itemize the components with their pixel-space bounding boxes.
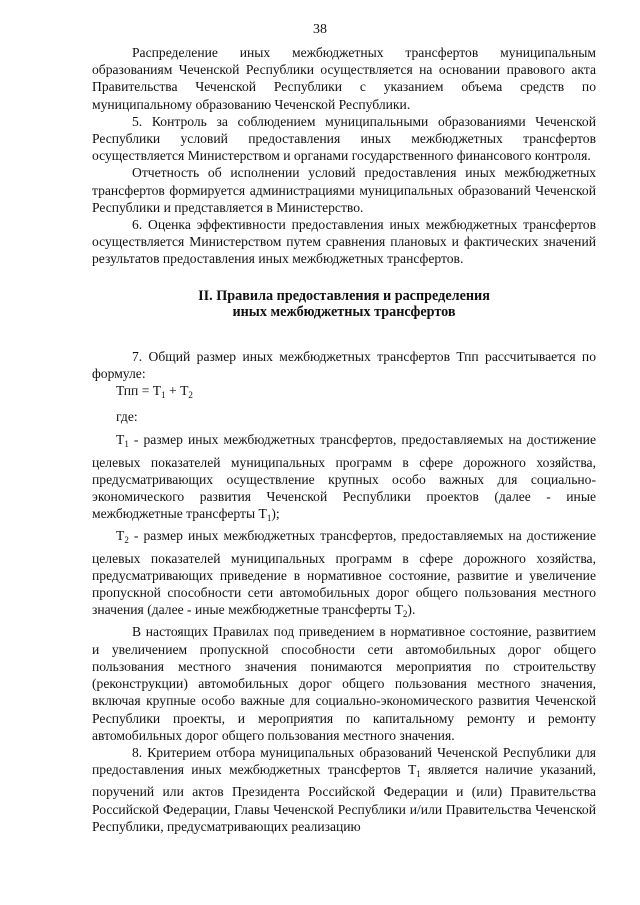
page-number: 38 [313,22,327,37]
t1-text: - размер иных межбюджетных трансфертов, предоставляемых на достижение целевых показателей муниципальных программ в сфере дорожного хозяйства, предусматривающих осуществление крупных особо важных для социально-экономического развития Чеченской Республики проектов (далее - иные межбюджетные трансферты Т [92,432,596,522]
p8-end: является наличие указаний, поручений или актов Президента Российской Федерации и (или) Правительства Российской Федерации, Главы Чеченской Республики и/или Правительства Чеченской Республики, предусматривающих реализацию [92,762,596,834]
t1-end-sub: 1 [266,513,272,524]
formula-plus: + Т [165,383,189,399]
paragraph-8-criterion [92,744,596,835]
paragraph-7-formula-intro: 7. Общий размер иных межбюджетных трансфертов Тпп рассчитывается по формуле: [92,348,596,381]
formula-sub2: 2 [188,390,193,401]
t2-sub: 2 [124,535,129,546]
paragraph-6-evaluation: 6. Оценка эффективности предоставления иных межбюджетных трансфертов осуществляется Министерством путем сравнения плановых и фактических значений результатов предоставления иных межбюджетных трансфертов. [92,217,596,267]
formula-sub1: 1 [161,390,166,401]
t1-sub: 1 [124,439,129,450]
section-heading [92,288,596,320]
t1-symbol: Т [116,432,125,448]
paragraph-t2-definition [92,527,596,623]
formula-where: где: [116,409,138,425]
formula [116,382,596,404]
paragraph-definition: В настоящих Правилах под приведением в нормативное состояние, развитием и увеличением пропускной способности сети автомобильных дорог общего пользования местного значения понимаются мероприятия по строительству (реконструкции) автомобильных дорог общего пользования местного значения, включая крупные особо важные для социально-экономического развития Чеченской Республики проекты, и мероприятия по капитальному ремонту и ремонту автомобильных дорог общего пользования местного значения. [92,624,596,743]
t2-end: ). [407,602,416,618]
paragraph-5-control: 5. Контроль за соблюдением муниципальными образованиями Чеченской Республики условий предоставления иных межбюджетных трансфертов осуществляется Министерством и органами государственного финансового контроля. [92,113,596,164]
section-heading-line2: иных межбюджетных трансфертов [232,303,456,320]
t1-end: ); [271,506,280,522]
section-heading-line1: II. Правила предоставления и распределения [198,287,490,304]
t2-text: - размер иных межбюджетных трансфертов, предоставляемых на достижение целевых показателей муниципальных программ в сфере дорожного хозяйства, предусматривающих приведение в нормативное состояние, развитие и увеличение пропускной способности сети автомобильных дорог общего пользования местного значения (далее - иные межбюджетные трансферты Т [92,528,596,618]
paragraph-t1-definition [92,431,596,527]
t2-symbol: Т [116,528,125,544]
p8-text: 8. Критерием отбора муниципальных образований Чеченской Республики для предоставления иных межбюджетных трансфертов Т [92,744,596,778]
t2-end-sub: 2 [402,609,408,620]
document-body [92,44,596,835]
formula-lhs: Тпп = Т [116,383,162,399]
p8-sub: 1 [416,769,421,780]
paragraph-reporting: Отчетность об исполнении условий предоставления иных межбюджетных трансфертов формируется администрациями муниципальных образований Чеченской Республики и представляется в Министерство. [92,165,596,215]
paragraph-distribution: Распределение иных межбюджетных трансфертов муниципальным образованиям Чеченской Республики осуществляется на основании правового акта Правительства Чеченской Республики с указанием объема средств по муниципальному образованию Чеченской Республики. [92,45,596,112]
